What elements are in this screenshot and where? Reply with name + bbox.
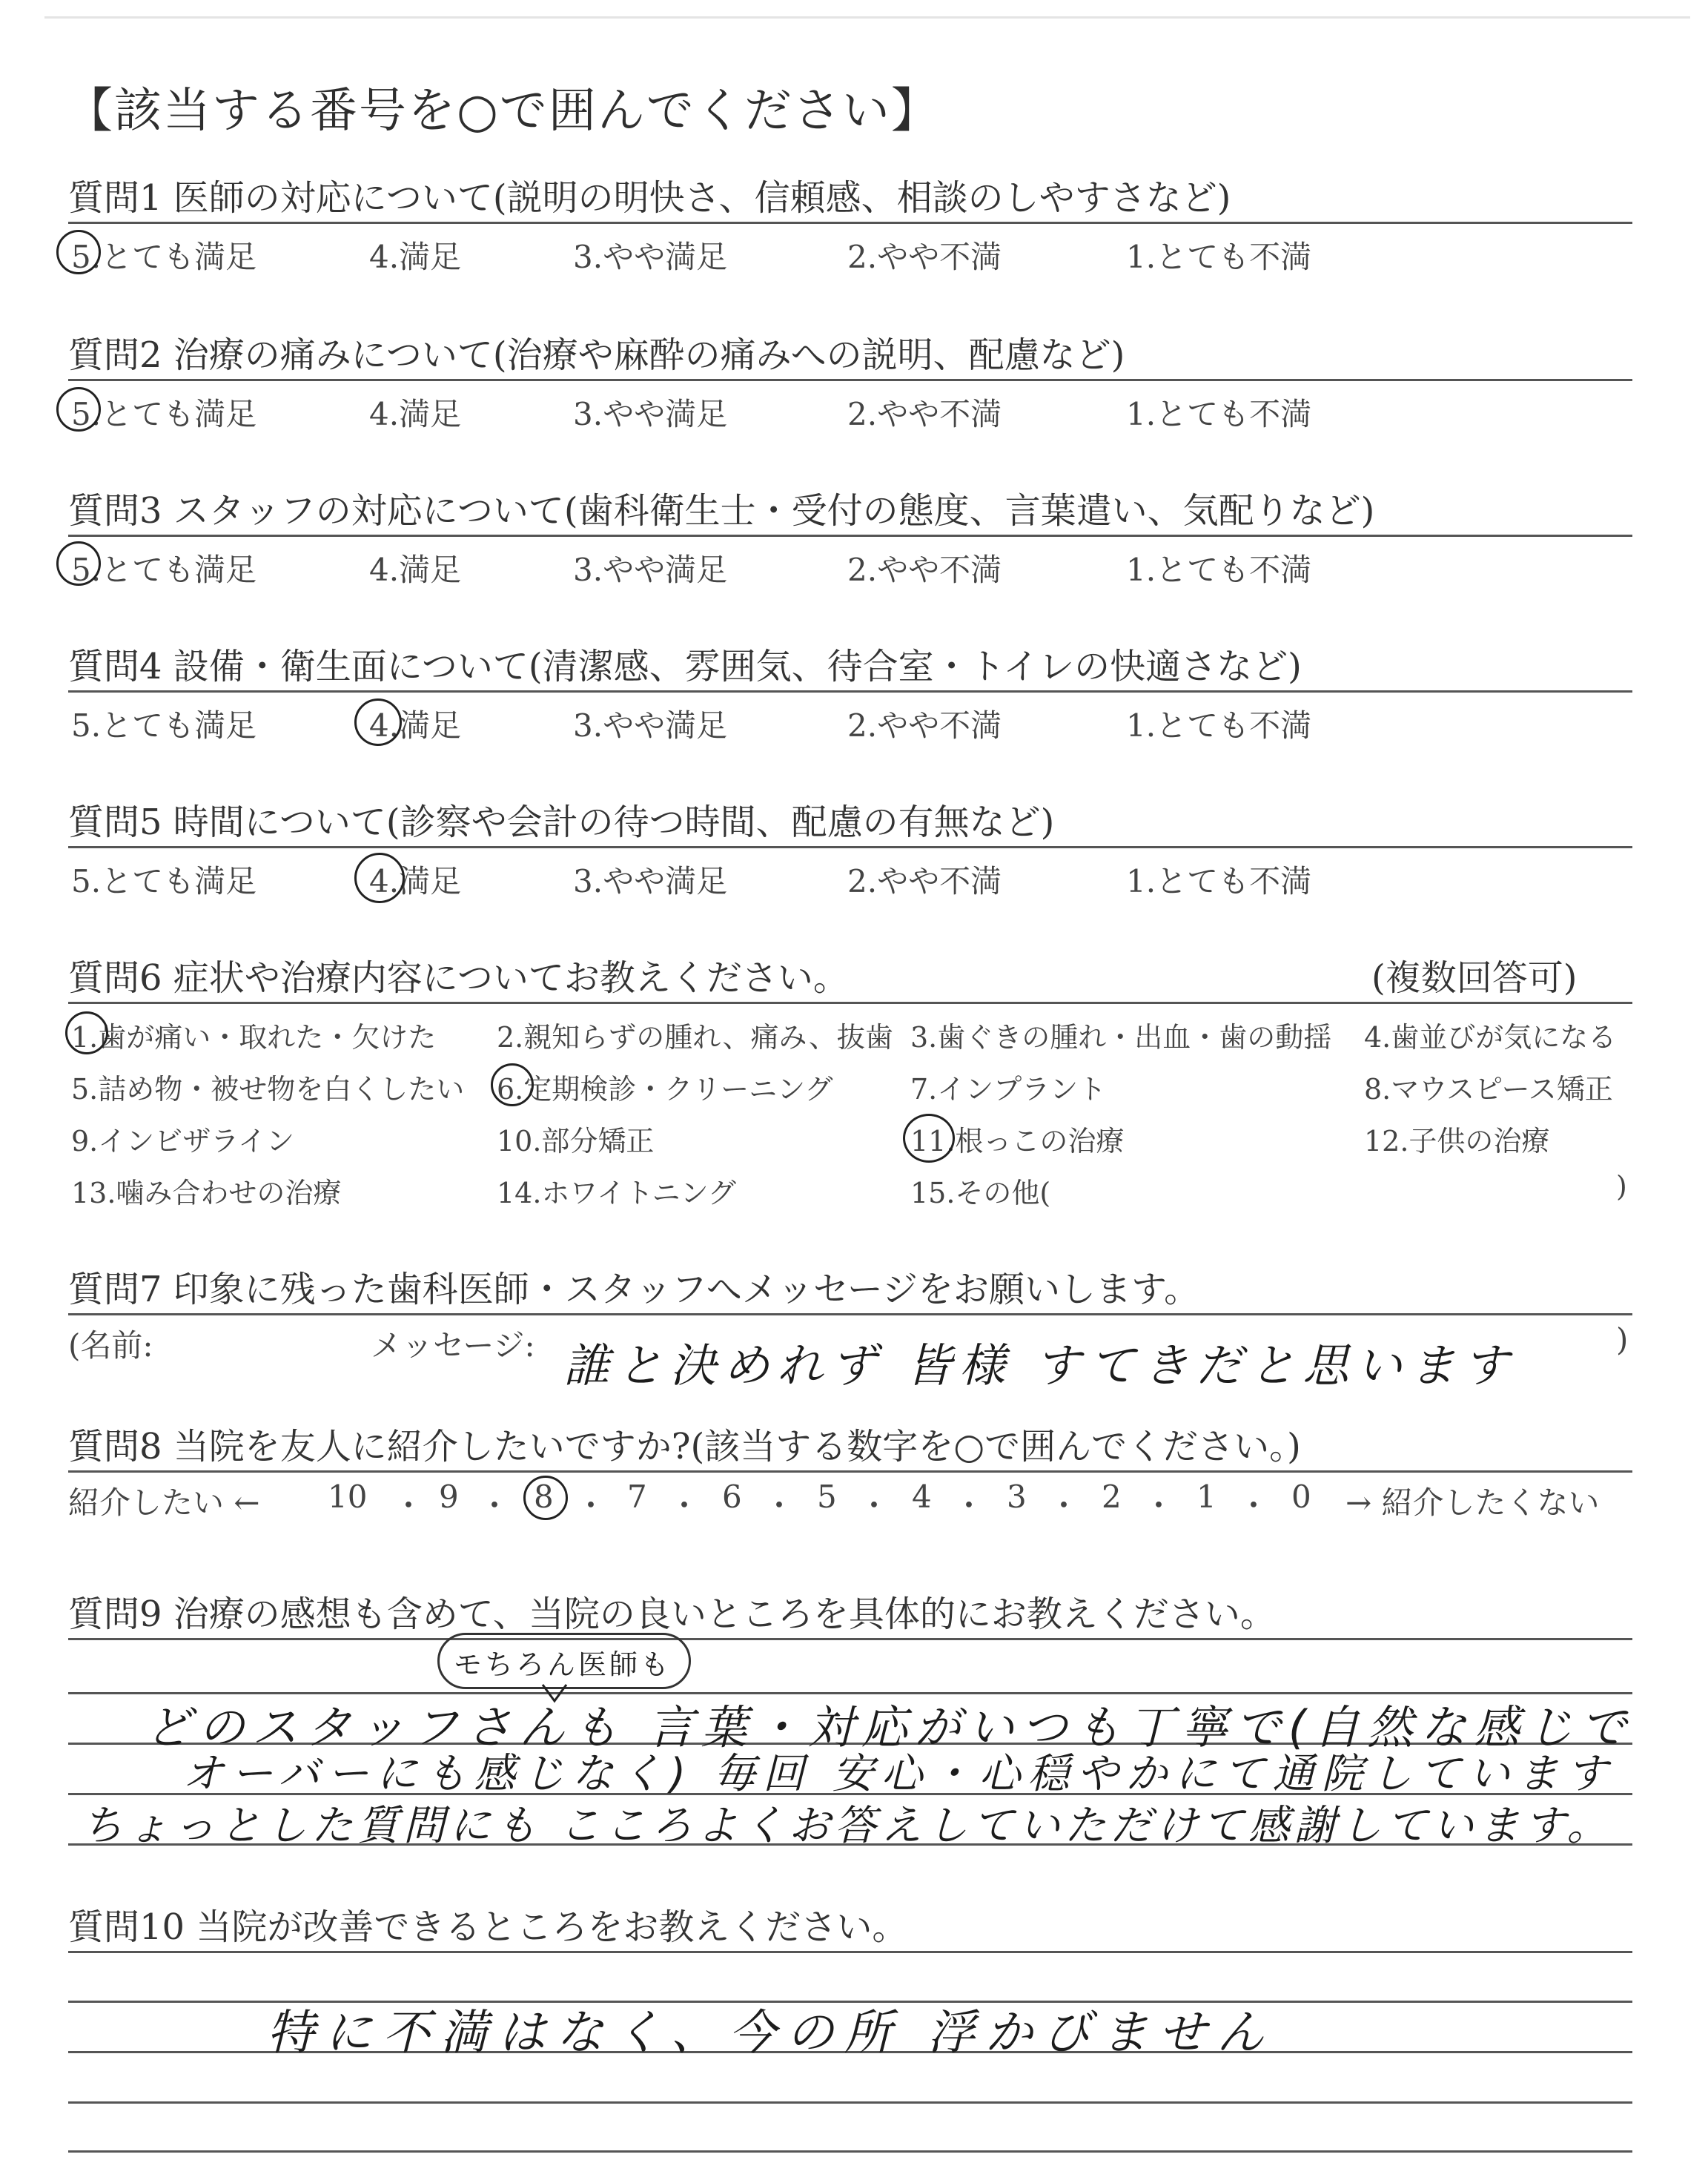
q4-option-3[interactable]: 3.やや満足 [573, 707, 728, 744]
q8-scale-3[interactable]: 3 [1007, 1479, 1027, 1515]
q6-selection-circle-11 [903, 1114, 955, 1163]
q8-right-label: → 紹介したくない [1345, 1484, 1600, 1521]
q1-option-5[interactable]: 5.とても満足 [71, 239, 257, 275]
q5-option-5[interactable]: 5.とても満足 [71, 863, 257, 899]
q6-option-13[interactable]: 13.噛み合わせの治療 [71, 1177, 342, 1209]
q5-option-3[interactable]: 3.やや満足 [573, 863, 728, 899]
q5-option-1[interactable]: 1.とても不満 [1126, 863, 1312, 899]
q8-scale-dot: ・ [858, 1487, 890, 1524]
q9-insert-text: モちろん医師も [454, 1648, 672, 1681]
q5-option-2[interactable]: 2.やや不満 [847, 863, 1002, 899]
q8-scale-10[interactable]: 10 [328, 1479, 368, 1515]
q8-scale-9[interactable]: 9 [439, 1479, 459, 1515]
q1-option-4[interactable]: 4.満足 [369, 239, 462, 275]
q8-scale-8[interactable]: 8 [534, 1479, 554, 1515]
q1-option-2[interactable]: 2.やや不満 [847, 239, 1002, 275]
q6-option-2[interactable]: 2.親知らずの腫れ、痛み、抜歯 [497, 1021, 893, 1054]
q4-selection-circle [354, 698, 402, 746]
question-6-note: (複数回答可) [1371, 957, 1578, 999]
q8-scale-dot: ・ [953, 1487, 985, 1524]
question-1-label: 質問1 医師の対応について(説明の明快さ、信頼感、相談のしやすさなど) [68, 177, 1231, 219]
question-3-rule [68, 535, 1632, 537]
q8-scale-dot: ・ [1048, 1487, 1080, 1524]
q9-answer-line-3: ちょっとした質問にも こころよくお答えしていただけて感謝しています。 [82, 1802, 1613, 1850]
q5-selection-circle [354, 853, 405, 903]
question-5-rule [68, 846, 1632, 848]
q8-scale-6[interactable]: 6 [722, 1479, 742, 1515]
question-1-rule [68, 222, 1632, 224]
q8-scale-dot: ・ [669, 1487, 701, 1524]
question-8-label: 質問8 当院を友人に紹介したいですか?(該当する数字を○で囲んでください。) [68, 1426, 1301, 1467]
q8-scale-dot: ・ [393, 1487, 425, 1524]
q8-scale-dot: ・ [1143, 1487, 1175, 1524]
q8-scale-2[interactable]: 2 [1102, 1479, 1122, 1515]
q1-option-3[interactable]: 3.やや満足 [573, 239, 728, 275]
q6-option-6[interactable]: 6.定期検診・クリーニング [497, 1073, 833, 1106]
q6-option-15[interactable]: 15.その他( [910, 1177, 1051, 1209]
q8-scale-4[interactable]: 4 [912, 1479, 932, 1515]
q4-option-2[interactable]: 2.やや不満 [847, 707, 1002, 744]
q6-option-3[interactable]: 3.歯ぐきの腫れ・出血・歯の動揺 [910, 1021, 1332, 1054]
q8-left-label: 紹介したい ← [68, 1484, 260, 1521]
q4-option-4[interactable]: 4.満足 [369, 707, 462, 744]
q1-option-1[interactable]: 1.とても不満 [1126, 239, 1312, 275]
q6-option-9[interactable]: 9.インビザライン [71, 1125, 295, 1157]
q1-selection-circle [56, 230, 101, 274]
question-2-rule [68, 379, 1632, 381]
q2-option-1[interactable]: 1.とても不満 [1126, 396, 1312, 432]
question-10-rule-5 [68, 2150, 1632, 2153]
q6-option-7[interactable]: 7.インプラント [910, 1073, 1107, 1106]
q7-name-label: (名前: [68, 1327, 153, 1364]
question-10-rule-4 [68, 2101, 1632, 2104]
q2-option-2[interactable]: 2.やや不満 [847, 396, 1002, 432]
q6-option-4[interactable]: 4.歯並びが気になる [1364, 1021, 1617, 1054]
q6-option-15-close: ) [1616, 1170, 1627, 1203]
q3-option-4[interactable]: 4.満足 [369, 552, 462, 588]
q8-scale-dot: ・ [764, 1487, 795, 1524]
question-10-label: 質問10 当院が改善できるところをお教えください。 [68, 1906, 908, 1948]
q6-option-12[interactable]: 12.子供の治療 [1364, 1125, 1550, 1157]
q2-option-4[interactable]: 4.満足 [369, 396, 462, 432]
question-10-rule-1 [68, 1951, 1632, 1953]
q9-answer-line-2: オーバーにも感じなく) 毎回 安心・心穏やかにて通院しています [182, 1750, 1615, 1798]
question-4-label: 質問4 設備・衛生面について(清潔感、雰囲気、待合室・トイレの快適さなど) [68, 646, 1302, 687]
q9-answer-line-1: どのスタッフさんも 言葉・対応がいつも丁寧で(自然な感じで [145, 1700, 1634, 1754]
question-2-label: 質問2 治療の痛みについて(治療や麻酔の痛みへの説明、配慮など) [68, 334, 1125, 376]
q7-close-paren: ) [1616, 1321, 1629, 1358]
question-5-label: 質問5 時間について(診察や会計の待つ時間、配慮の有無など) [68, 802, 1055, 843]
q6-option-8[interactable]: 8.マウスピース矯正 [1364, 1073, 1613, 1106]
q8-scale-dot: ・ [479, 1487, 511, 1524]
q3-option-1[interactable]: 1.とても不満 [1126, 552, 1312, 588]
q6-option-1[interactable]: 1.歯が痛い・取れた・欠けた [71, 1021, 437, 1054]
top-rule [44, 16, 1690, 19]
q6-option-11[interactable]: 11.根っこの治療 [910, 1125, 1125, 1157]
q2-option-5[interactable]: 5.とても満足 [71, 396, 257, 432]
q3-option-2[interactable]: 2.やや不満 [847, 552, 1002, 588]
question-6-label: 質問6 症状や治療内容についてお教えください。 [68, 957, 849, 999]
question-7-label: 質問7 印象に残った歯科医師・スタッフへメッセージをお願いします。 [68, 1269, 1200, 1310]
page-heading: 【該当する番号を○で囲んでください】 [65, 84, 940, 139]
question-6-rule [68, 1002, 1632, 1004]
q8-scale-dot: ・ [575, 1487, 607, 1524]
q2-selection-circle [56, 387, 101, 432]
q8-scale-dot: ・ [1238, 1487, 1270, 1524]
q3-selection-circle [56, 541, 101, 586]
q4-option-1[interactable]: 1.とても不満 [1126, 707, 1312, 744]
question-4-rule [68, 690, 1632, 693]
q6-option-5[interactable]: 5.詰め物・被せ物を白くしたい [71, 1073, 465, 1106]
q10-handwritten-answer: 特に不満はなく、今の所 浮かびません [267, 2006, 1275, 2061]
q8-scale-1[interactable]: 1 [1196, 1479, 1217, 1515]
q7-handwritten-message: 誰と決めれず 皆様 すてきだと思います [563, 1338, 1517, 1393]
q5-option-4[interactable]: 4.満足 [369, 863, 462, 899]
q4-option-5[interactable]: 5.とても満足 [71, 707, 257, 744]
q2-option-3[interactable]: 3.やや満足 [573, 396, 728, 432]
q6-selection-circle-6 [491, 1063, 534, 1106]
question-8-rule [68, 1470, 1632, 1473]
q6-selection-circle-1 [65, 1011, 108, 1054]
q3-option-3[interactable]: 3.やや満足 [573, 552, 728, 588]
q3-option-5[interactable]: 5.とても満足 [71, 552, 257, 588]
q6-option-10[interactable]: 10.部分矯正 [497, 1125, 655, 1157]
q6-option-14[interactable]: 14.ホワイトニング [497, 1177, 737, 1209]
question-9-label: 質問9 治療の感想も含めて、当院の良いところを具体的にお教えください。 [68, 1593, 1276, 1635]
q8-scale-7[interactable]: 7 [627, 1479, 647, 1515]
q8-selection-circle [523, 1476, 568, 1520]
q7-message-label: メッセージ: [371, 1327, 535, 1364]
q8-scale-5[interactable]: 5 [817, 1479, 837, 1515]
q8-scale-0[interactable]: 0 [1291, 1479, 1311, 1515]
question-3-label: 質問3 スタッフの対応について(歯科衛生士・受付の態度、言葉遣い、気配りなど) [68, 490, 1375, 532]
question-9-rule-1 [68, 1638, 1632, 1640]
question-7-rule [68, 1313, 1632, 1315]
